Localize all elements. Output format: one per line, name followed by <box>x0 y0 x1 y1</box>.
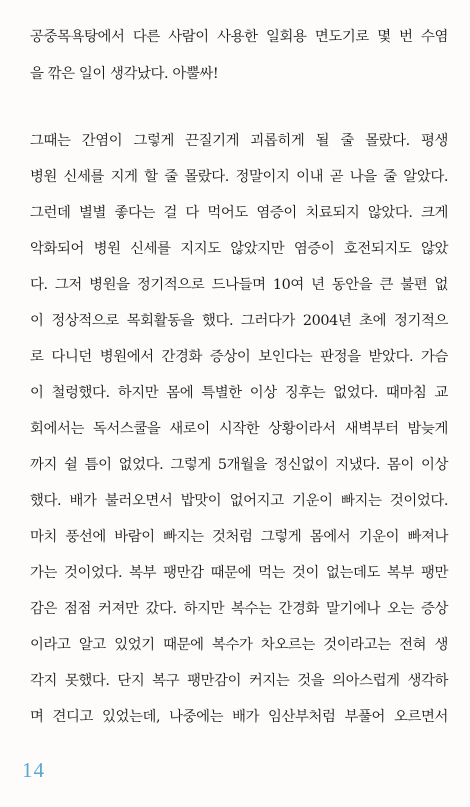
text-line: 며 견디고 있었는데, 나중에는 배가 임산부처럼 부풀어 오르면서 <box>30 709 448 725</box>
text-line: 까지 쉴 틈이 없었다. 그렇게 5개월을 정신없이 지냈다. 몸이 이상 <box>30 457 448 473</box>
text-line: 다. 그저 병원을 정기적으로 드나들며 10여 년 동안을 큰 불편 없 <box>30 277 448 293</box>
text-line: 이라고 알고 있었기 때문에 복수가 차오르는 것이라고는 전혀 생 <box>30 637 448 653</box>
text-line: 했다. 배가 불러오면서 밥맛이 없어지고 기운이 빠지는 것이었다. <box>30 493 448 509</box>
text-line: 마치 풍선에 바람이 빠지는 것처럼 그렇게 몸에서 기운이 빠져나 <box>30 529 448 545</box>
text-line: 이 정상적으로 목회활동을 했다. 그러다가 2004년 초에 정기적으 <box>30 313 448 329</box>
text-line: 이 철렁했다. 하지만 몸에 특별한 이상 징후는 없었다. 때마침 교 <box>30 385 448 401</box>
text-line: 로 다니던 병원에서 간경화 증상이 보인다는 판정을 받았다. 가슴 <box>30 349 448 365</box>
text-line: 가는 것이었다. 복부 팽만감 때문에 먹는 것이 없는데도 복부 팽만 <box>30 565 448 581</box>
text-line: 그때는 간염이 그렇게 끈질기게 괴롭히게 될 줄 몰랐다. 평생 <box>30 133 448 149</box>
text-line: 을 깎은 일이 생각났다. 아뿔싸! <box>30 66 219 82</box>
text-line: 병원 신세를 지게 할 줄 몰랐다. 정말이지 이내 곧 나을 줄 알았다. <box>30 169 448 185</box>
text-line: 악화되어 병원 신세를 지지도 않았지만 염증이 호전되지도 않았 <box>30 241 448 257</box>
text-line: 회에서는 독서스쿨을 새로이 시작한 상황이라서 새벽부터 밤늦게 <box>30 421 448 437</box>
text-line: 공중목욕탕에서 다른 사람이 사용한 일회용 면도기로 몇 번 수염 <box>30 29 448 45</box>
text-line: 그런데 별별 좋다는 걸 다 먹어도 염증이 치료되지 않았다. 크게 <box>30 205 448 221</box>
text-line: 각지 못했다. 단지 복구 팽만감이 커지는 것을 의아스럽게 생각하 <box>30 673 448 689</box>
page-number: 14 <box>22 758 45 782</box>
text-line: 감은 점점 커져만 갔다. 하지만 복수는 간경화 말기에나 오는 증상 <box>30 601 448 617</box>
